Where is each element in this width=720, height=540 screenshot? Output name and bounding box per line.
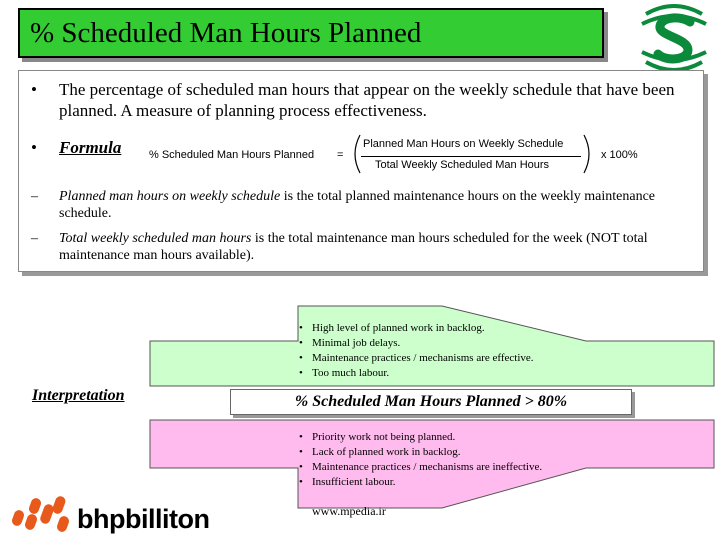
- dash-marker: –: [31, 231, 38, 246]
- list-item: • High level of planned work in backlog.: [299, 321, 534, 336]
- formula-numerator: Planned Man Hours on Weekly Schedule: [363, 138, 564, 150]
- threshold-box: [230, 389, 632, 415]
- bhp-billiton-logo-icon: [10, 494, 74, 536]
- definition-term: Total weekly scheduled man hours: [59, 231, 252, 246]
- interpretation-label: Interpretation: [32, 387, 125, 404]
- list-item: • Maintenance practices / mechanisms are ineffective.: [299, 460, 542, 475]
- threshold-text: % Scheduled Man Hours Planned > 80%: [294, 393, 568, 410]
- definition-term: Planned man hours on weekly schedule: [59, 189, 281, 204]
- formula-denominator: Total Weekly Scheduled Man Hours: [375, 159, 550, 171]
- formula-label: Formula: [59, 138, 122, 157]
- list-item: • Too much labour.: [299, 366, 534, 381]
- definition-text: is the total planned maintenance hours on the weekly maintenance schedule.: [59, 189, 655, 221]
- low-interpretation-list: [299, 430, 542, 490]
- high-interpretation-list: [299, 321, 534, 381]
- bullet-marker: •: [31, 80, 37, 99]
- list-item: • Minimal job delays.: [299, 336, 534, 351]
- list-item: • Maintenance practices / mechanisms are effective.: [299, 351, 534, 366]
- description-text: The percentage of scheduled man hours that appear on the weekly schedule that have been planned. A measure of planning process effectiveness.: [59, 80, 675, 120]
- list-item: • Lack of planned work in backlog.: [299, 445, 542, 460]
- dash-marker: –: [31, 189, 38, 204]
- definition-text: is the total maintenance man hours scheduled for the week (NOT total maintenance man hours available).: [59, 231, 648, 263]
- brand-name: bhpbilliton: [77, 504, 210, 534]
- bullet-marker: •: [31, 138, 37, 157]
- formula-lhs: % Scheduled Man Hours Planned: [149, 149, 315, 161]
- list-item: • Insufficient labour.: [299, 475, 542, 490]
- footer-url: www.mpedia.ir: [312, 504, 386, 518]
- formula-equals: =: [337, 149, 344, 161]
- formula-multiplier: x 100%: [601, 149, 638, 161]
- slide-title: % Scheduled Man Hours Planned: [30, 17, 422, 49]
- list-item: • Priority work not being planned.: [299, 430, 542, 445]
